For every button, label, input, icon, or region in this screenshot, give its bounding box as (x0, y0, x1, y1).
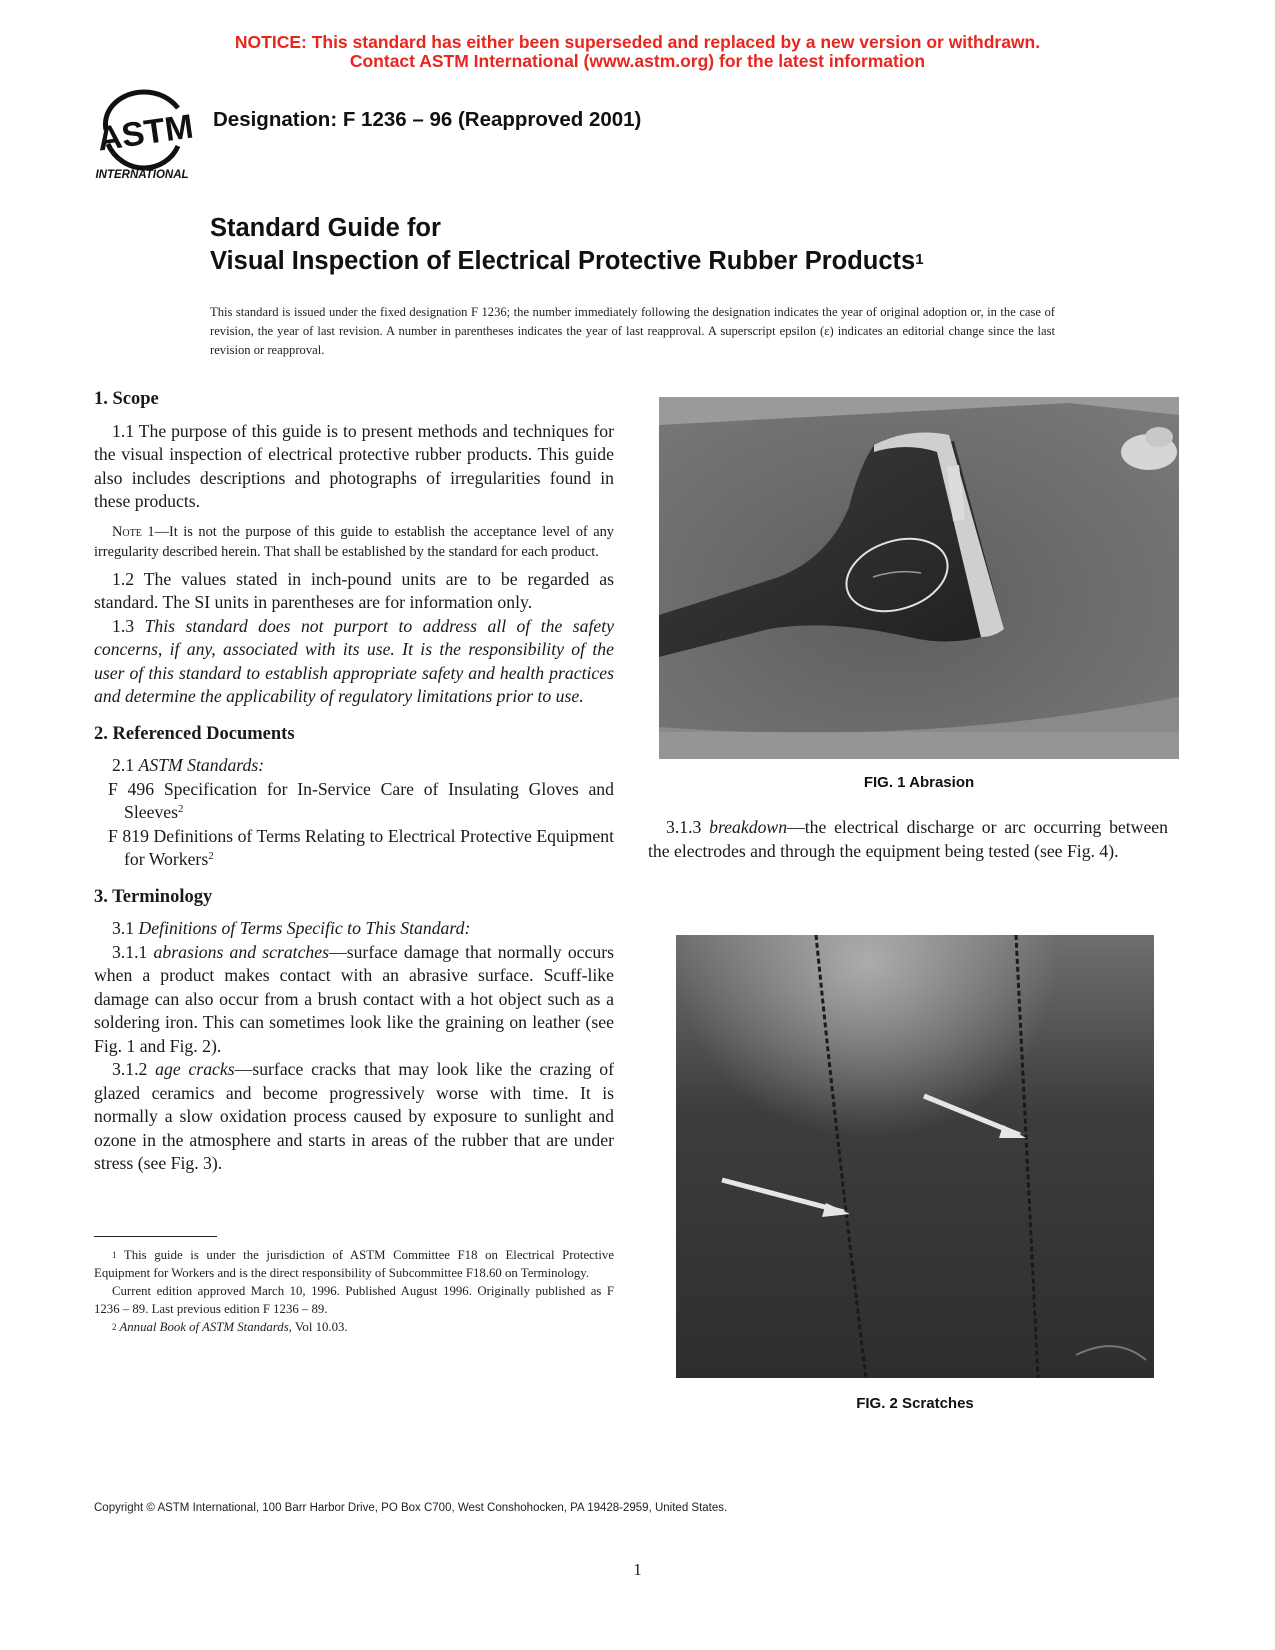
document-title (210, 212, 924, 278)
notice-line-1: NOTICE: This standard has either been superseded and replaced by a new version or withdrawn. (234, 32, 1041, 52)
figure-1-abrasion-photo (659, 397, 1179, 759)
term-3-1-3-text: —the electrical discharge or arc occurring between the electrodes and through the equipment being tested (see Fig. 4). (648, 817, 1168, 861)
term-3-1-3-num: 3.1.3 (666, 817, 710, 837)
logo-text: ASTM (94, 107, 196, 159)
figure-2-scratches-photo (676, 935, 1154, 1378)
term-3-1-1 (94, 941, 614, 1059)
footnote-2-rest: , Vol 10.03. (288, 1320, 348, 1334)
scope-1-3-text: This standard does not purport to address all of the safety concerns, if any, associated with its use. It is the responsibility of the user of this standard to establish appropriate safety and health practices and determine the applicability of regulatory limitations prior to use. (94, 615, 615, 706)
astm-logo (92, 86, 198, 180)
scope-1-3-num: 1.3 (112, 615, 145, 636)
footnote-2 (94, 1318, 614, 1336)
note-label: Note (112, 523, 142, 540)
term-3-1-2-num: 3.1.2 (112, 1059, 156, 1079)
term-3-1-3 (648, 816, 1168, 863)
term-3-1-2 (94, 1058, 614, 1176)
footnote-rule (94, 1236, 217, 1237)
ref-f819-fn: 2 (208, 850, 214, 862)
ref-f496 (94, 778, 614, 825)
footnote-1-text: This guide is under the jurisdiction of ASTM Committee F18 on Electrical Protective Equipment for Workers and is the direct responsibility of Subcommittee F18.60 on Terminology. (94, 1248, 614, 1280)
ref-2-1 (94, 754, 614, 778)
scope-note-1 (94, 522, 614, 562)
logo-subtext: INTERNATIONAL (95, 169, 189, 180)
term-3-1-1-term: abrasions and scratches (153, 941, 330, 962)
ref-f496-fn: 2 (178, 803, 184, 815)
designation: Designation: F 1236 – 96 (Reapproved 2001) (213, 108, 642, 131)
ref-2-1-text: ASTM Standards: (138, 755, 265, 775)
term-3-1-3-term: breakdown (709, 817, 788, 837)
term-3-1-num: 3.1 (112, 918, 139, 938)
copyright: Copyright © ASTM International, 100 Barr Harbor Drive, PO Box C700, West Conshohocken, PA 19428-2959, United States. (94, 1502, 728, 1514)
terminology-heading: 3. Terminology (94, 886, 213, 907)
term-3-1-1-text: —surface damage that normally occurs when a product makes contact with an abrasive surface. Scuff-like damage can also occur from a brush contact with a hot object such as a soldering iron. This can sometimes look like the graining on leather (see Fig. 1 and Fig. 2). (94, 941, 614, 1056)
term-3-1 (94, 917, 614, 941)
term-3-1-2-term: age cracks (155, 1059, 235, 1079)
note-text: 1—It is not the purpose of this guide to establish the acceptance level of any irregularity described herein. That shall be established by the standard for each product. (94, 523, 614, 560)
footnote-1-edition: Current edition approved March 10, 1996. Published August 1996. Originally published as F 1236 – 89. Last previous edition F 1236 – 89. (94, 1284, 614, 1316)
scope-1-1: 1.1 The purpose of this guide is to present methods and techniques for the visual inspection of electrical protective rubber products. This guide also includes descriptions and photographs of irregularities found in these products. (94, 420, 614, 511)
notice-line-2: Contact ASTM International (www.astm.org) for the latest information (349, 51, 926, 71)
page-number: 1 (633, 1560, 642, 1579)
footnotes (94, 1246, 614, 1336)
title-line-2 (210, 245, 924, 278)
ref-2-1-num: 2.1 (112, 755, 139, 775)
preamble: This standard is issued under the fixed designation F 1236; the number immediately following the designation indicates the year of original adoption or, in the case of revision, the year of last revision. A number in parentheses indicates the year of last reapproval. A superscript epsilon (ε) indicates an editorial change since the last revision or reapproval. (210, 305, 1055, 357)
title-line-1: Standard Guide for (210, 214, 441, 242)
ref-f819-text: F 819 Definitions of Terms Relating to Electrical Protective Equipment for Workers (108, 825, 614, 869)
footnote-2-mark: 2 (112, 1322, 117, 1332)
referenced-heading: 2. Referenced Documents (94, 723, 295, 744)
figure-2-caption: FIG. 2 Scratches (856, 1395, 974, 1412)
left-column (94, 388, 614, 1176)
withdrawal-notice (0, 33, 1275, 71)
figure-1-caption: FIG. 1 Abrasion (863, 774, 975, 791)
footnote-1 (94, 1246, 614, 1282)
term-3-1-1-num: 3.1.1 (112, 941, 154, 962)
scope-1-3 (94, 615, 614, 709)
term-3-1-2-text: —surface cracks that may look like the crazing of glazed ceramics and become progressively worse with time. It is normally a slow oxidation process caused by exposure to sunlight and ozone in the atmosphere and starts in areas of the rubber that are under stress (see Fig. 3). (94, 1059, 615, 1173)
ref-f496-text: F 496 Specification for In-Service Care of Insulating Gloves and Sleeves (108, 778, 614, 822)
title-line-2-text: Visual Inspection of Electrical Protective Rubber Products (210, 247, 916, 275)
scope-heading: 1. Scope (94, 389, 159, 409)
title-footnote-mark: 1 (915, 251, 924, 268)
term-3-1-text: Definitions of Terms Specific to This Standard: (138, 918, 471, 938)
scope-1-2: 1.2 The values stated in inch-pound units are to be regarded as standard. The SI units in parentheses are for information only. (94, 568, 614, 612)
footnote-1-mark: 1 (112, 1250, 117, 1260)
footnote-2-title: Annual Book of ASTM Standards (116, 1320, 289, 1334)
ref-f819 (94, 825, 614, 872)
